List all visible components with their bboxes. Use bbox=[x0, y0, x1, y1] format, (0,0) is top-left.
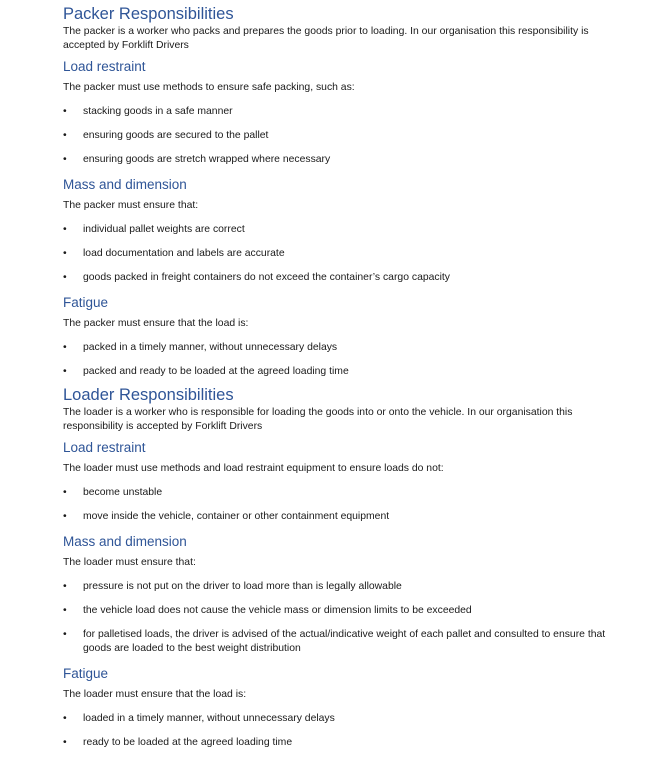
list-item: • loaded in a timely manner, without unnecessary delays bbox=[63, 712, 633, 726]
packer-mass-dimension-list bbox=[63, 223, 669, 285]
packer-title: Packer Responsibilities bbox=[63, 5, 234, 23]
list-item: • packed and ready to be loaded at the agreed loading time bbox=[63, 365, 633, 379]
loader-load-restraint-heading: Load restraint bbox=[63, 440, 146, 455]
list-item: • ensuring goods are stretch wrapped where necessary bbox=[63, 153, 633, 167]
packer-fatigue-lead: The packer must ensure that the load is: bbox=[63, 318, 249, 329]
loader-load-restraint-lead: The loader must use methods and load restraint equipment to ensure loads do not: bbox=[63, 463, 444, 474]
loader-fatigue-list bbox=[63, 712, 669, 750]
loader-intro: The loader is a worker who is responsible for loading the goods into or onto the vehicle. In our organisation this responsibility is accepted by Forklift Drivers bbox=[63, 407, 573, 432]
loader-load-restraint-list bbox=[63, 486, 669, 524]
loader-fatigue-heading: Fatigue bbox=[63, 666, 109, 681]
packer-load-restraint-heading: Load restraint bbox=[63, 59, 146, 74]
list-item: • load documentation and labels are accurate bbox=[63, 247, 633, 261]
list-item: • ensuring goods are secured to the pallet bbox=[63, 129, 633, 143]
list-item: • move inside the vehicle, container or other containment equipment bbox=[63, 510, 633, 524]
list-item: • ready to be loaded at the agreed loading time bbox=[63, 736, 633, 750]
loader-mass-dimension-heading: Mass and dimension bbox=[63, 534, 187, 549]
loader-mass-dimension-lead: The loader must ensure that: bbox=[63, 557, 196, 568]
packer-intro: The packer is a worker who packs and prepares the goods prior to loading. In our organisation this responsibility is accepted by Forklift Drivers bbox=[63, 26, 589, 51]
list-item: • pressure is not put on the driver to load more than is legally allowable bbox=[63, 580, 633, 594]
list-item: • packed in a timely manner, without unnecessary delays bbox=[63, 341, 633, 355]
packer-fatigue-list bbox=[63, 341, 669, 379]
packer-mass-dimension-heading: Mass and dimension bbox=[63, 177, 187, 192]
list-item: • the vehicle load does not cause the vehicle mass or dimension limits to be exceeded bbox=[63, 604, 633, 618]
loader-title: Loader Responsibilities bbox=[63, 386, 234, 404]
loader-mass-dimension-list bbox=[63, 580, 669, 656]
packer-mass-dimension-lead: The packer must ensure that: bbox=[63, 200, 199, 211]
list-item: • goods packed in freight containers do not exceed the container’s cargo capacity bbox=[63, 271, 633, 285]
packer-load-restraint-list bbox=[63, 105, 669, 167]
list-item: • for palletised loads, the driver is advised of the actual/indicative weight of each pallet and consulted to ensure that goods are loaded to the best weight distribution bbox=[63, 628, 633, 656]
list-item: • stacking goods in a safe manner bbox=[63, 105, 633, 119]
list-item: • become unstable bbox=[63, 486, 633, 500]
list-item: • individual pallet weights are correct bbox=[63, 223, 633, 237]
packer-fatigue-heading: Fatigue bbox=[63, 295, 109, 310]
loader-fatigue-lead: The loader must ensure that the load is: bbox=[63, 689, 247, 700]
packer-load-restraint-lead: The packer must use methods to ensure safe packing, such as: bbox=[63, 82, 355, 93]
